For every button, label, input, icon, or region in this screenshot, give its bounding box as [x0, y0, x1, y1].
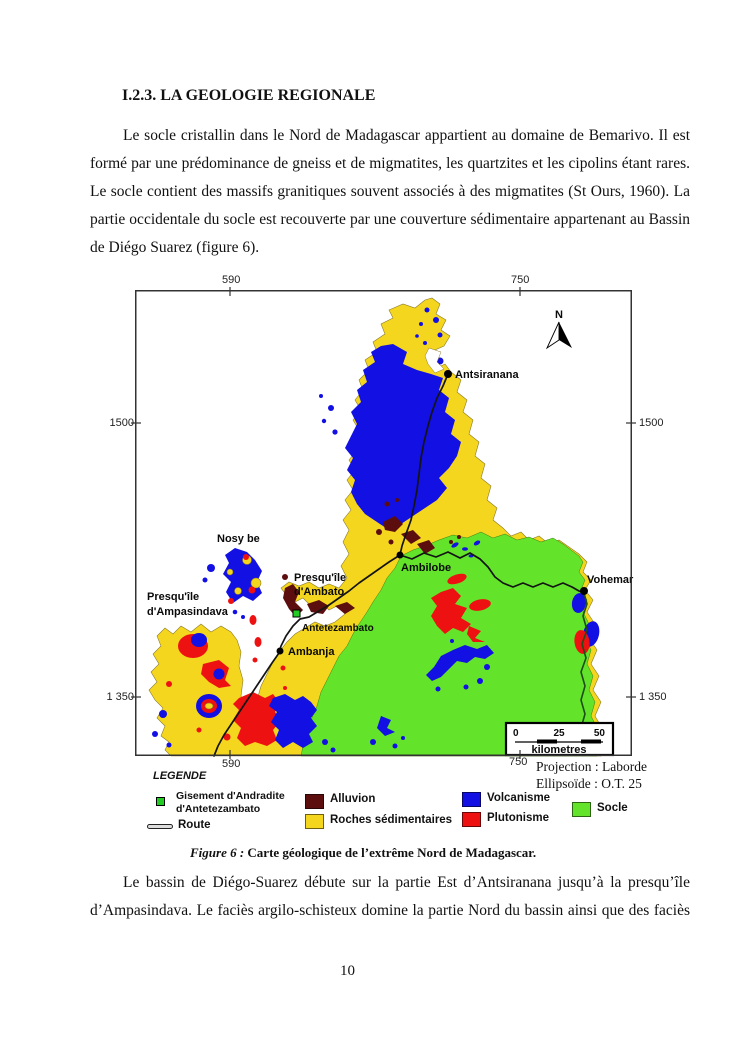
- tick-bottom-590: 590: [222, 758, 241, 770]
- label-ambanja: Ambanja: [288, 646, 335, 658]
- svg-text:50: 50: [593, 728, 605, 739]
- tick-right-1350: 1 350: [639, 691, 667, 703]
- plutonism-swatch: [462, 812, 481, 827]
- paragraph-1: Le socle cristallin dans le Nord de Madagascar appartient au domaine de Bemarivo. Il est formé par une prédominance de gneiss et de migmatites, les quartzites et les cipolins étant rares. Le socle contient des massifs granitiques souvent associés à des migmatites (St Ours, 1960). La partie occidentale du socle est recouverte par une couverture sédimentaire appartenant au Bassin de Diégo Suarez (figure 6).: [90, 127, 690, 256]
- label-vohemar: Vohemar: [587, 574, 634, 586]
- label-antsiranana: Antsiranana: [455, 369, 519, 381]
- label-ampasindava-1: Presqu'île: [147, 591, 200, 603]
- tick-right-1500: 1500: [639, 417, 664, 429]
- svg-text:0: 0: [513, 728, 519, 739]
- legend-alluvion-label: Alluvion: [330, 793, 376, 805]
- alluvion-swatch: [305, 794, 324, 809]
- legend-volcanism-label: Volcanisme: [487, 792, 551, 804]
- figure-caption: [190, 845, 536, 861]
- label-nosy-be: Nosy be: [217, 533, 260, 545]
- tick-bottom-750: 750: [509, 756, 528, 768]
- label-ampasindava-2: d'Ampasindava: [147, 606, 228, 618]
- projection-line: Projection : Laborde: [536, 759, 647, 774]
- vohemar-dot: [580, 587, 588, 595]
- figure-caption-text: Carte géologique de l’extrême Nord de Madagascar.: [247, 845, 537, 860]
- section-heading: I.2.3. LA GEOLOGIE REGIONALE: [122, 87, 376, 104]
- legend-route-label: Route: [178, 819, 211, 831]
- label-ambato-1: Presqu'île: [294, 572, 347, 584]
- ambanja-dot: [277, 648, 284, 655]
- projection-note: [536, 758, 647, 792]
- label-ambato-2: d'Ambato: [294, 586, 345, 598]
- svg-text:25: 25: [553, 728, 565, 739]
- label-antetezambato: Antetezambato: [302, 623, 374, 634]
- tick-left-1350: 1 350: [106, 691, 134, 703]
- svg-text:N: N: [555, 309, 563, 321]
- legend-plutonism-label: Plutonisme: [487, 812, 549, 824]
- route-symbol: [147, 824, 173, 829]
- geological-map: [135, 290, 632, 756]
- legend-title: LEGENDE: [153, 770, 207, 782]
- page-number: 10: [340, 963, 355, 979]
- ambilobe-dot: [397, 552, 404, 559]
- antsiranana-dot: [444, 370, 452, 378]
- tick-top-590: 590: [222, 274, 241, 286]
- sediment-swatch: [305, 814, 324, 829]
- paragraph-2: Le bassin de Diégo-Suarez débute sur la partie Est d’Antsiranana jusqu’à la presqu’île d’Ampasindava. Le faciès argilo-schisteux domine la partie Nord du bassin ainsi que des faciès: [90, 874, 690, 919]
- tick-top-750: 750: [511, 274, 530, 286]
- antetezambato-marker: [293, 610, 300, 617]
- svg-text:kilometres: kilometres: [531, 744, 587, 756]
- label-ambilobe: Ambilobe: [401, 562, 452, 574]
- figure-caption-number: Figure 6 :: [190, 845, 248, 860]
- tick-left-1500: 1500: [109, 417, 134, 429]
- volcanism-swatch: [462, 792, 481, 807]
- legend-sediment-label: Roches sédimentaires: [330, 814, 453, 826]
- legend-socle-label: Socle: [597, 802, 628, 814]
- socle-swatch: [572, 802, 591, 817]
- gisement-marker-swatch: [156, 797, 165, 806]
- scale-bar: [506, 723, 613, 756]
- ellipsoid-line: Ellipsoïde : O.T. 25: [536, 776, 642, 791]
- legend-gisement-label: Gisement d'Andradite d'Antetezambato: [176, 790, 285, 815]
